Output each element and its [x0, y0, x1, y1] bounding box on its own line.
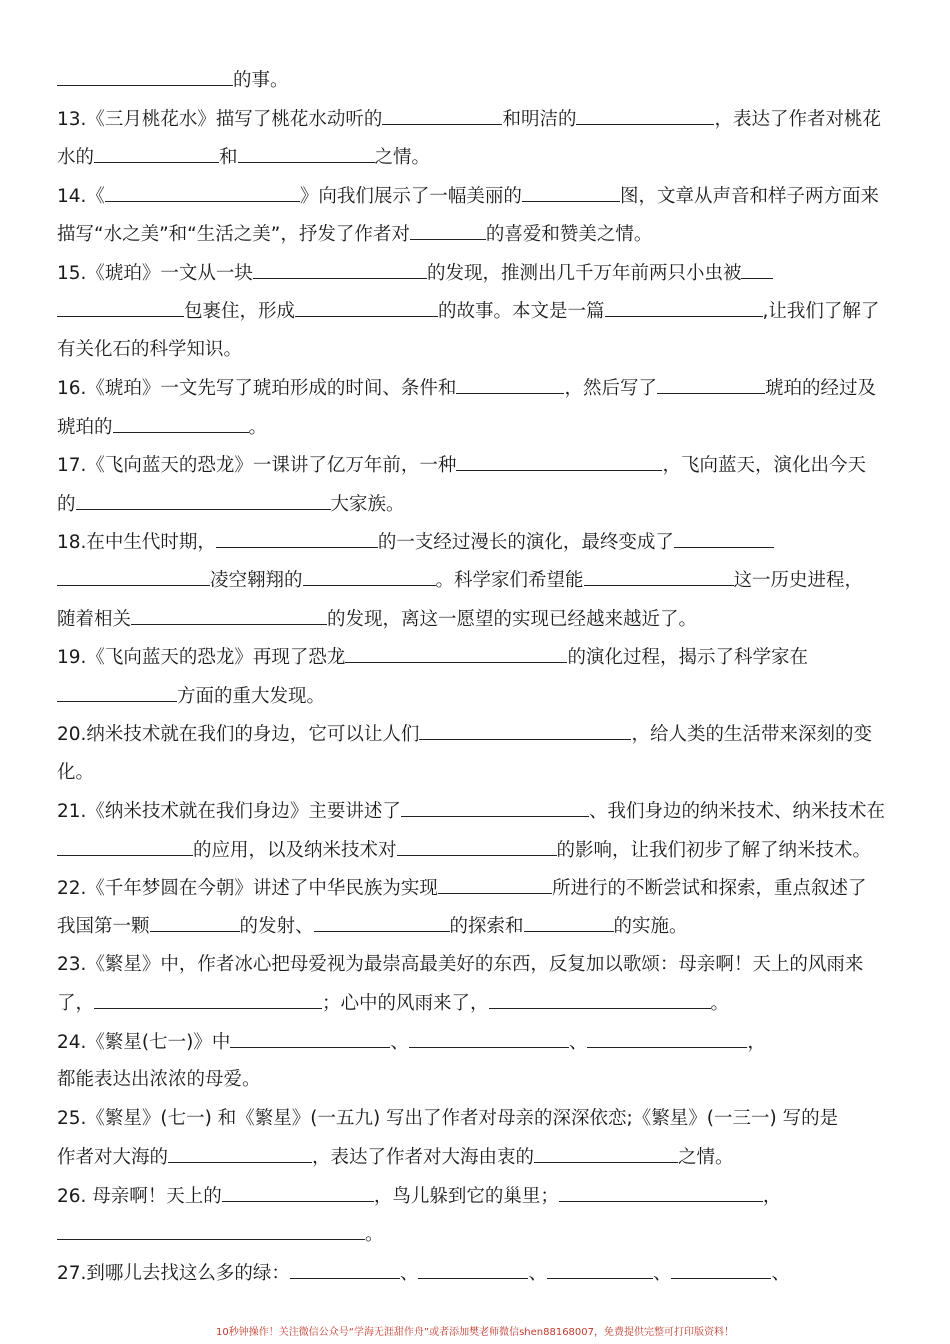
answer-blank[interactable] [584, 565, 734, 586]
answer-blank[interactable] [409, 1027, 569, 1048]
answer-blank[interactable] [105, 181, 300, 202]
q19-line-1: 19.《飞向蓝天的恐龙》再现了恐龙 的演化过程，揭示了科学家在 [57, 642, 892, 672]
answer-blank[interactable] [587, 1027, 747, 1048]
answer-blank[interactable] [57, 296, 184, 317]
answer-blank[interactable] [489, 988, 711, 1009]
answer-blank[interactable] [534, 1142, 678, 1163]
answer-blank[interactable] [290, 1258, 400, 1279]
q24-line-2: 都能表达出浓浓的母爱。 [57, 1069, 261, 1090]
answer-blank[interactable] [456, 450, 662, 471]
answer-blank[interactable] [382, 104, 502, 125]
answer-blank[interactable] [295, 296, 438, 317]
answer-blank[interactable] [547, 1258, 653, 1279]
q14-line-2: 描写“水之美”和“生活之美”，抒发了作者对 的喜爱和赞美之情。 [57, 219, 892, 249]
answer-blank[interactable] [150, 911, 240, 932]
answer-blank[interactable] [524, 911, 614, 932]
answer-blank[interactable] [419, 719, 631, 740]
answer-blank[interactable] [576, 104, 714, 125]
q25-line-2: 作者对大海的 ，表达了作者对大海由衷的 之情。 [57, 1142, 892, 1172]
answer-blank[interactable] [410, 219, 486, 240]
q16-line-1: 16.《琥珀》一文先写了琥珀形成的时间、条件和 ，然后写了 琥珀的经过及 [57, 373, 892, 403]
q27-line-1: 27.到哪儿去找这么多的绿： 、 、 、 、 [57, 1258, 892, 1288]
answer-blank[interactable] [418, 1258, 528, 1279]
q24-line-1: 24.《繁星(七一)》中 、 、 ， [57, 1027, 892, 1057]
q15-line-3: 有关化石的科学知识。 [57, 339, 243, 360]
answer-blank[interactable] [131, 604, 327, 625]
q23-line-1: 23.《繁星》中，作者冰心把母爱视为最崇高最美好的东西，反复加以歌颂：母亲啊！天上的风雨来 [57, 954, 864, 975]
answer-blank[interactable] [253, 258, 427, 279]
q18-line-1: 18.在中生代时期， 的一支经过漫长的演化，最终变成了 [57, 527, 892, 557]
answer-blank[interactable] [559, 1181, 763, 1202]
q14-line-1: 14.《 》向我们展示了一幅美丽的 图，文章从声音和样子两方面来 [57, 181, 892, 211]
q20-line-1: 20.纳米技术就在我们的身边，它可以让人们 ，给人类的生活带来深刻的变 [57, 719, 892, 749]
answer-blank[interactable] [456, 373, 564, 394]
q17-line-1: 17.《飞向蓝天的恐龙》一课讲了亿万年前，一种 ，飞向蓝天，演化出今天 [57, 450, 892, 480]
answer-blank[interactable] [57, 1219, 365, 1240]
q13-line-2: 水的 和 之情。 [57, 142, 892, 172]
answer-blank[interactable] [216, 527, 378, 548]
q15-line-1: 15.《琥珀》一文从一块 的发现，推测出几千万年前两只小虫被 [57, 258, 892, 288]
q18-line-2: 凌空翱翔的 。科学家们希望能 这一历史进程， [57, 565, 892, 595]
q25-line-1: 25.《繁星》(七一) 和《繁星》(一五九) 写出了作者对母亲的深深依恋;《繁星》(一三一) 写的是 [57, 1108, 839, 1129]
answer-blank[interactable] [57, 565, 210, 586]
answer-blank[interactable] [57, 681, 177, 702]
q12-line-2: 的事。 [57, 65, 892, 95]
answer-blank[interactable] [57, 65, 233, 86]
q20-line-2: 化。 [57, 762, 95, 783]
q21-line-2: 的应用，以及纳米技术对 的影响，让我们初步了解了纳米技术。 [57, 835, 892, 865]
answer-blank[interactable] [57, 835, 193, 856]
answer-blank[interactable] [674, 527, 774, 548]
answer-blank[interactable] [222, 1181, 374, 1202]
answer-blank[interactable] [438, 873, 552, 894]
answer-blank[interactable] [345, 642, 567, 663]
q19-line-2: 方面的重大发现。 [57, 681, 892, 711]
answer-blank[interactable] [671, 1258, 771, 1279]
answer-blank[interactable] [76, 489, 331, 510]
q15-line-2: 包裹住，形成 的故事。本文是一篇 ,让我们了解了 [57, 296, 892, 326]
answer-blank[interactable] [238, 142, 375, 163]
q26-line-2: 。 [57, 1219, 892, 1249]
answer-blank[interactable] [522, 181, 620, 202]
answer-blank[interactable] [314, 911, 450, 932]
q21-line-1: 21.《纳米技术就在我们身边》主要讲述了 、我们身边的纳米技术、纳米技术在 [57, 796, 892, 826]
q13-line-1: 13.《三月桃花水》描写了桃花水动听的 和明洁的 ，表达了作者对桃花 [57, 104, 892, 134]
q26-line-1: 26. 母亲啊！天上的 ，鸟儿躲到它的巢里； ， [57, 1181, 892, 1211]
answer-blank[interactable] [113, 412, 249, 433]
q22-line-2: 我国第一颗 的发射、 的探索和 的实施。 [57, 911, 892, 941]
answer-blank[interactable] [397, 835, 557, 856]
answer-blank[interactable] [94, 142, 219, 163]
answer-blank[interactable] [168, 1142, 312, 1163]
q16-line-2: 琥珀的 。 [57, 412, 892, 442]
q18-line-3: 随着相关 的发现，离这一愿望的实现已经越来越近了。 [57, 604, 892, 634]
answer-blank[interactable] [605, 296, 763, 317]
answer-blank[interactable] [401, 796, 589, 817]
answer-blank[interactable] [657, 373, 765, 394]
answer-blank[interactable] [303, 565, 436, 586]
q22-line-1: 22.《千年梦圆在今朝》讲述了中华民族为实现 所进行的不断尝试和探索，重点叙述了 [57, 873, 892, 903]
promo-footer: 10秒钟操作！关注微信公众号“学海无涯甜作舟”或者添加樊老师微信shen88168007，免费提供完整可打印版资料！ [215, 1327, 735, 1338]
answer-blank[interactable] [230, 1027, 390, 1048]
q23-line-2: 了， ；心中的风雨来了， 。 [57, 988, 892, 1018]
answer-blank[interactable] [94, 988, 322, 1009]
q17-line-2: 的 大家族。 [57, 489, 892, 519]
answer-blank[interactable] [741, 258, 773, 279]
